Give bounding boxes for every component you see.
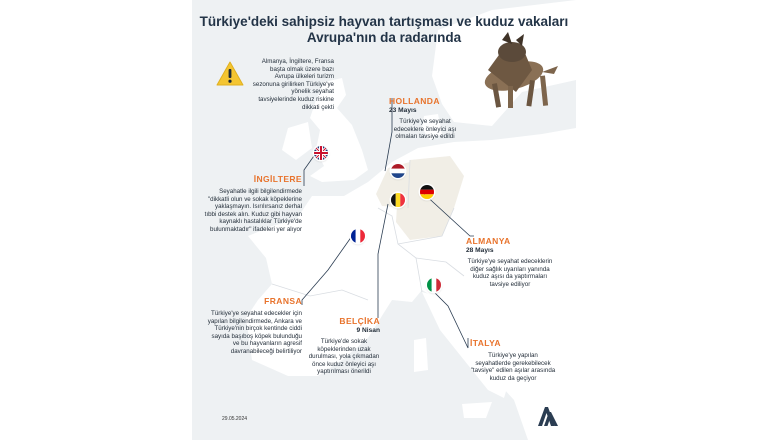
- infographic-card: [192, 0, 576, 440]
- country-italya: [470, 338, 556, 382]
- italy-flag-icon: [427, 278, 441, 292]
- country-text-fransa: Türkiye'ye seyahat edecekler için yapılan bilgilendirmede, Ankara ve Türkiye'nin birçok kentinde ciddi sayıda başıboş köpek bulunduğu ve bu hayvanların agresif davranabileceği belirtiliyor: [207, 310, 302, 355]
- country-text-almanya: Türkiye'ye seyahat edeceklerin diğer sağlık uyarıları yanında kuduz aşısı da yaptırmaları tavsiye ediliyor: [467, 258, 553, 288]
- country-name-ingiltere: İNGİLTERE: [253, 174, 302, 184]
- france-flag-icon: [351, 229, 365, 243]
- map-sardinia: [414, 338, 428, 372]
- title-line-1: Türkiye'deki sahipsiz hayvan tartışması ve kuduz vakaları: [199, 14, 569, 29]
- uk-flag-icon: [314, 146, 328, 160]
- country-text-hollanda: Türkiye'ye seyahat edeceklere önleyici aşı olmaları tavsiye edildi: [393, 118, 457, 141]
- country-date-almanya: 28 Mayıs: [466, 247, 494, 254]
- country-belcika: [308, 316, 380, 376]
- country-name-belcika: BELÇİKA: [339, 316, 380, 326]
- intro-text: Almanya, İngiltere, Fransa başta olmak üzere bazı Avrupa ülkeleri turizm sezonuna girilirken Türkiye'ye yönelik seyahat tavsiyelerinde kuduz riskine dikkati çekti: [252, 58, 334, 111]
- country-date-belcika: 9 Nisan: [356, 327, 380, 334]
- country-text-ingiltere: Seyahatle ilgili bilgilendirmede "dikkatli olun ve sokak köpeklerine yaklaşmayın. Isırılırsanız derhal tıbbi destek alın. Kuduz gibi hayvan kaynaklı hastalıklar Türkiye'de bulunmaktadır" ifadeleri yer alıyor: [204, 188, 302, 233]
- map-sicily: [462, 402, 492, 418]
- country-ingiltere: [204, 174, 302, 234]
- country-name-almanya: ALMANYA: [466, 236, 511, 246]
- netherlands-flag-icon: [391, 164, 405, 178]
- country-text-belcika: Türkiye'de sokak köpeklerinden uzak durulması, yola çıkmadan önce kuduz önleyici aşı yaptırılması önerildi: [308, 338, 380, 376]
- country-date-hollanda: 23 Mayıs: [389, 107, 417, 114]
- map-ireland: [282, 122, 312, 160]
- country-name-italya: İTALYA: [470, 338, 501, 348]
- footer-date: 29.05.2024: [222, 416, 248, 422]
- country-almanya: [466, 236, 554, 288]
- warning-icon: [216, 60, 244, 88]
- country-text-italya: Türkiye'ye yapılan seyahatlerde gerekebilecek "tavsiye" edilen aşılar arasında kuduz da geçiyor: [470, 352, 556, 382]
- country-name-hollanda: HOLLANDA: [389, 96, 440, 106]
- country-fransa: [204, 296, 302, 356]
- aa-logo-icon: [536, 404, 560, 428]
- country-name-fransa: FRANSA: [264, 296, 302, 306]
- belgium-flag-icon: [391, 193, 405, 207]
- germany-flag-icon: [420, 185, 434, 199]
- country-hollanda: [389, 96, 461, 141]
- title-line-2: Avrupa'nın da radarında: [306, 30, 462, 45]
- page-title: [192, 14, 576, 46]
